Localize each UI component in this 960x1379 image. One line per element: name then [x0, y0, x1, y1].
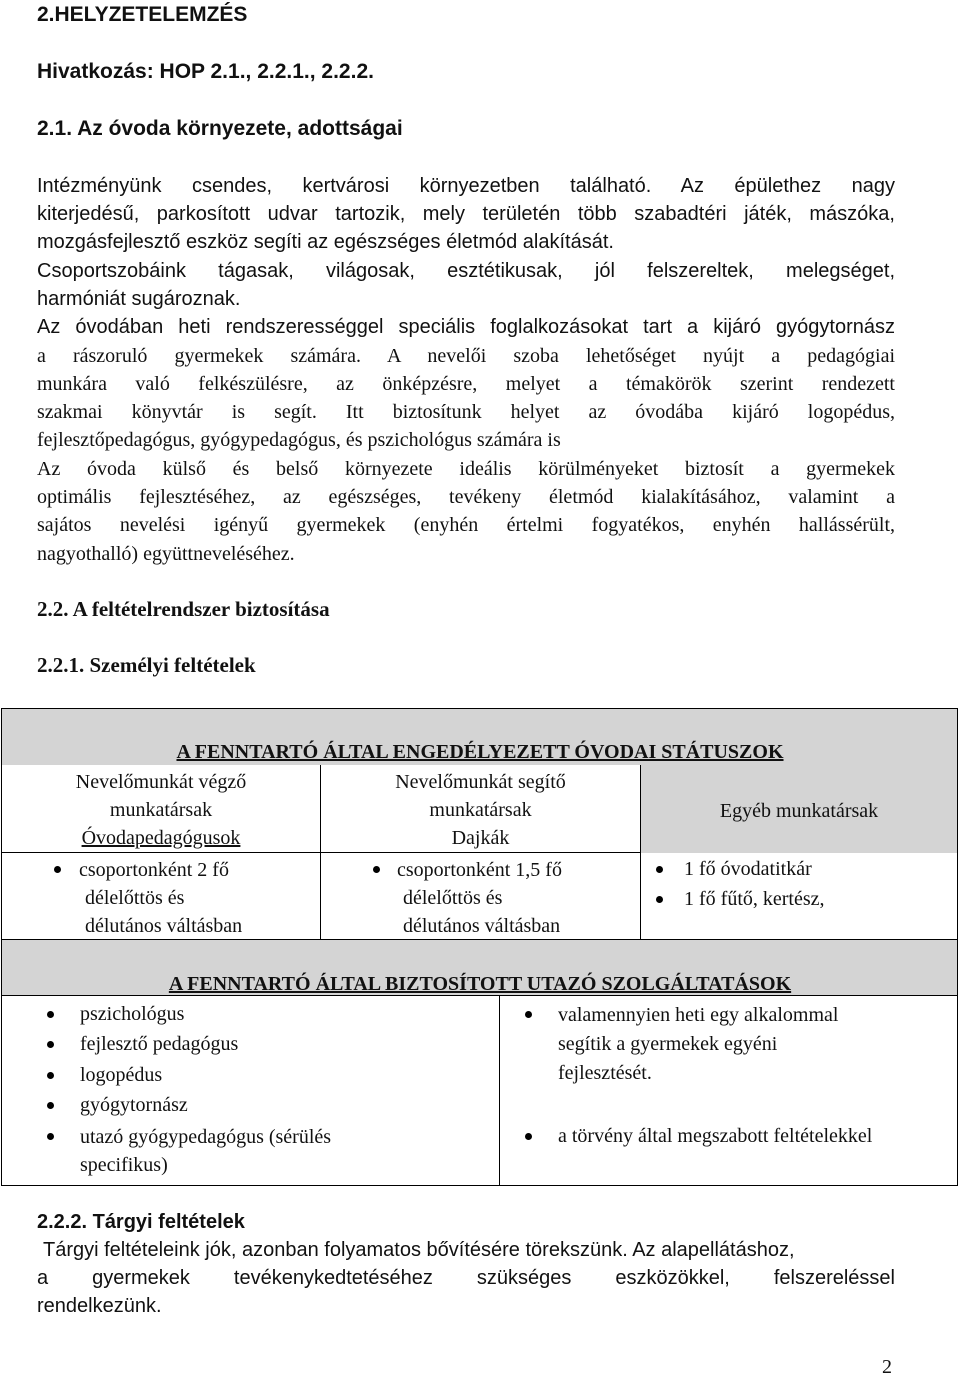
- intro-line: mozgásfejlesztő eszköz segíti az egészséges életmód alakítását.: [37, 231, 614, 253]
- section-2-2-heading: 2.2. A feltételrendszer biztosítása: [37, 597, 330, 621]
- tangible-line: Tárgyi feltételeink jók, azonban folyamatos bővítésére törekszünk. Az alapellátáshoz,: [43, 1239, 795, 1261]
- page-number: 2: [882, 1356, 892, 1378]
- intro-line: szakmai könyvtár is segít. Itt biztosítunk helyet az óvodába kijáró logopédus,: [37, 401, 895, 423]
- tangible-line: a gyermekek tevékenykedtetéséhez szükséges eszközökkel, felszereléssel: [37, 1267, 895, 1289]
- intro-line: nagyothalló) együttneveléséhez.: [37, 543, 295, 565]
- bullet-icon: [47, 1133, 54, 1140]
- main-heading: 2.HELYZETELEMZÉS: [37, 3, 248, 26]
- bullet-icon: [525, 1011, 532, 1018]
- bullet-icon: [47, 1102, 54, 1109]
- intro-line: kiterjedésű, parkosított udvar tartozik, mely területén több szabadtéri játék, mászóka,: [37, 203, 895, 225]
- col1-header: Nevelőmunkát végző munkatársak Óvodapedagógusok: [75, 771, 247, 849]
- bullet-icon: [54, 866, 61, 873]
- intro-line: optimális fejlesztéséhez, az egészséges, tevékeny életmód kialakításához, valamint a: [37, 486, 895, 508]
- col3-header: Egyéb munkatársak: [719, 800, 879, 822]
- intro-line: munkára való felkészülésre, az önképzésre, melyet a témakörök szerint rendezett: [37, 373, 895, 395]
- section-2-2-1-heading: 2.2.1. Személyi feltételek: [37, 653, 256, 677]
- col2-header: Nevelőmunkát segítő munkatársak Dajkák: [395, 771, 566, 849]
- tangible-line: rendelkezünk.: [37, 1295, 162, 1317]
- intro-line: a rászoruló gyermekek számára. A nevelői szoba lehetőséget nyújt a pedagógiai: [37, 345, 895, 367]
- bullet-icon: [656, 866, 663, 873]
- list-item: fejlesztő pedagógus: [80, 1033, 239, 1055]
- table-title-services: A FENNTARTÓ ÁLTAL BIZTOSÍTOTT UTAZÓ SZOLGÁLTATÁSOK: [168, 973, 792, 995]
- list-item: logopédus: [80, 1064, 163, 1086]
- list-item: gyógytornász: [80, 1094, 188, 1116]
- list-item: utazó gyógypedagógus (sérülés specifikus): [80, 1126, 332, 1176]
- section-2-1-heading: 2.1. Az óvoda környezete, adottságai: [37, 117, 403, 140]
- intro-line: Intézményünk csendes, kertvárosi környezetben található. Az épülethez nagy: [37, 175, 895, 197]
- intro-line: fejlesztőpedagógus, gyógypedagógus, és pszichológus számára is: [37, 429, 561, 451]
- section-2-2-2-heading: 2.2.2. Tárgyi feltételek: [37, 1211, 245, 1233]
- bullet-icon: [47, 1072, 54, 1079]
- intro-line: sajátos nevelési igényű gyermekek (enyhén értelmi fogyatékos, enyhén hallássérült,: [37, 514, 895, 536]
- bullet-icon: [47, 1041, 54, 1048]
- intro-line: Csoportszobáink tágasak, világosak, esztétikusak, jól felszereltek, melegséget,: [37, 260, 895, 282]
- intro-line: Az óvodában heti rendszerességgel speciális foglalkozásokat tart a kijáró gyógytornász: [37, 316, 895, 338]
- bullet-icon: [656, 896, 663, 903]
- reference-line: Hivatkozás: HOP 2.1., 2.2.1., 2.2.2.: [37, 60, 374, 83]
- list-item: pszichológus: [80, 1003, 185, 1025]
- bullet-icon: [47, 1011, 54, 1018]
- bullet-icon: [373, 866, 380, 873]
- bullet-icon: [525, 1133, 532, 1140]
- table-title-statuses: A FENNTARTÓ ÁLTAL ENGEDÉLYEZETT ÓVODAI STÁTUSZOK: [176, 741, 784, 763]
- intro-line: Az óvoda külső és belső környezete ideális körülményeket biztosít a gyermekek: [37, 458, 895, 480]
- intro-line: harmóniát sugároznak.: [37, 288, 241, 310]
